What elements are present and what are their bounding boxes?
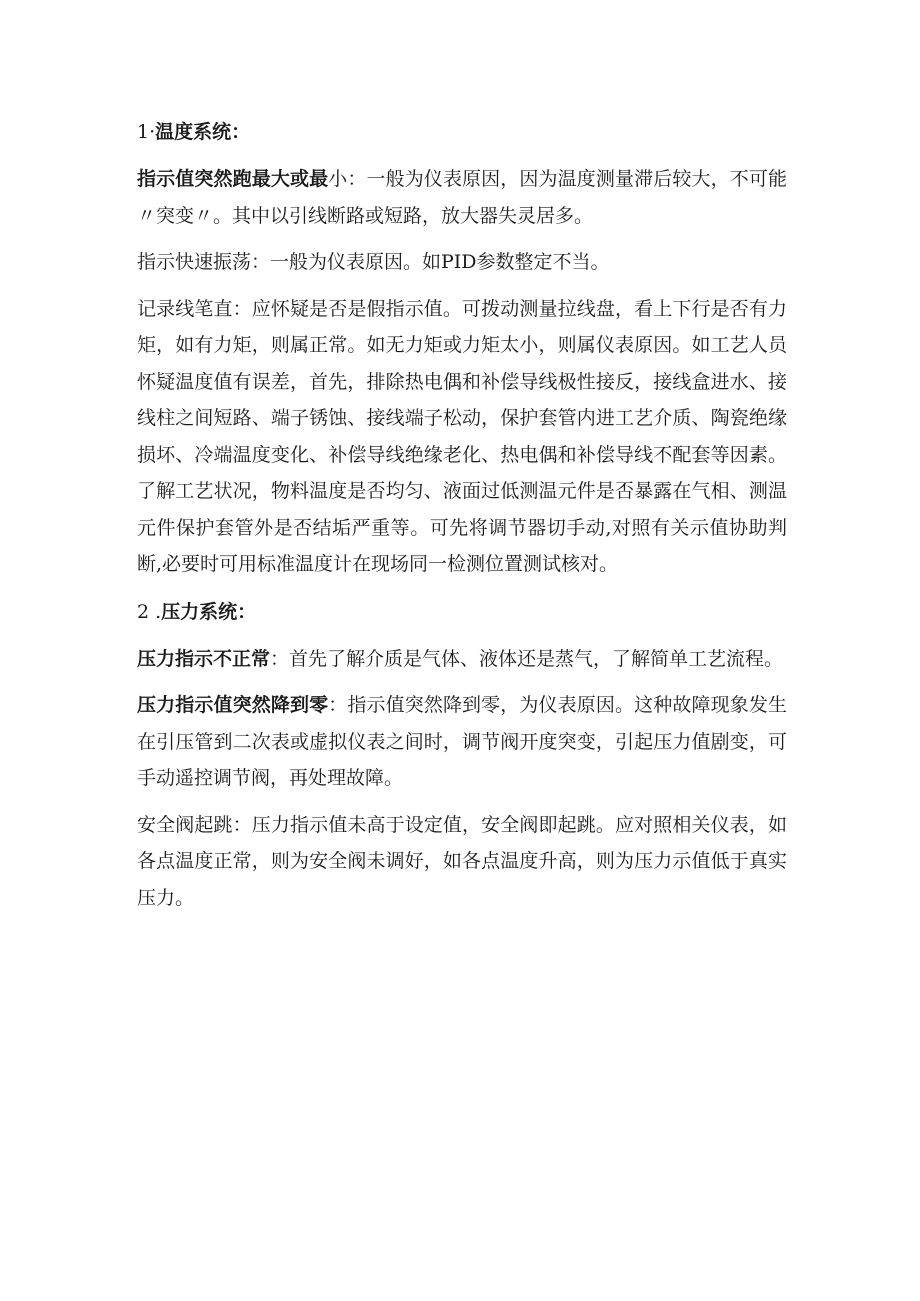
paragraph-lead: 指示值突然跑最大或最 — [137, 168, 329, 190]
section-number: 1· — [137, 121, 156, 143]
paragraph-straight-line — [137, 291, 787, 583]
paragraph-text: ：首先了解介质是气体、液体还是蒸气，了解简单工艺流程。 — [270, 647, 784, 670]
section-heading-pressure — [137, 593, 787, 631]
paragraph-text: 记录线笔直：应怀疑是否是假指示值。可拨动测量拉线盘，看上下行是否有力矩，如有力矩，则属正常。如无力矩或力矩太小，则属仪表原因。如工艺人员怀疑温度值有误差，首先，排除热电偶和补偿导线极性接反，接线盒进水、接线柱之间短路、端子锈蚀、接线端子松动，保护套管内进工艺介质、陶瓷绝缘损坏、冷端温度变化、补偿导线绝缘老化、热电偶和补偿导线不配套等因素。了解工艺状况，物料温度是否均匀、液面过低测温元件是否暴露在气相、测温元件保护套管外是否结垢严重等。可先将调节器切手动,对照有关示值协助判断,必要时可用标准温度计在现场同一检测位置测试核对。 — [137, 297, 787, 575]
paragraph-lead: 压力指示值突然降到零 — [137, 694, 329, 716]
paragraph-text: ：指示值突然降到零，为仪表原因。这种故障现象发生在引压管到二次表或虚拟仪表之间时，调节阀开度突变，引起压力值剧变，可手动遥控调节阀，再处理故障。 — [137, 694, 787, 789]
paragraph-oscillation — [137, 244, 787, 281]
paragraph-max-min — [137, 161, 787, 234]
section-heading-temperature — [137, 113, 787, 151]
paragraph-drop-to-zero — [137, 687, 787, 797]
section-title: 温度系统： — [155, 121, 251, 143]
paragraph-text: 安全阀起跳：压力指示值未高于设定值，安全阀即起跳。应对照相关仪表，如各点温度正常，则为安全阀未调好，如各点温度升高，则为压力示值低于真实压力。 — [137, 813, 787, 909]
paragraph-safety-valve — [137, 807, 787, 917]
paragraph-lead: 压力指示不正常 — [137, 647, 271, 670]
paragraph-text: 指示快速振荡：一般为仪表原因。如PID参数整定不当。 — [137, 251, 610, 273]
paragraph-text: 小：一般为仪表原因，因为温度测量滞后较大，不可能〃突变〃。其中以引线断路或短路，放大器失灵居多。 — [137, 168, 787, 227]
section-title: 压力系统： — [161, 600, 257, 623]
section-number: 2 . — [137, 600, 162, 623]
paragraph-abnormal — [137, 641, 787, 678]
document-page — [137, 113, 787, 926]
